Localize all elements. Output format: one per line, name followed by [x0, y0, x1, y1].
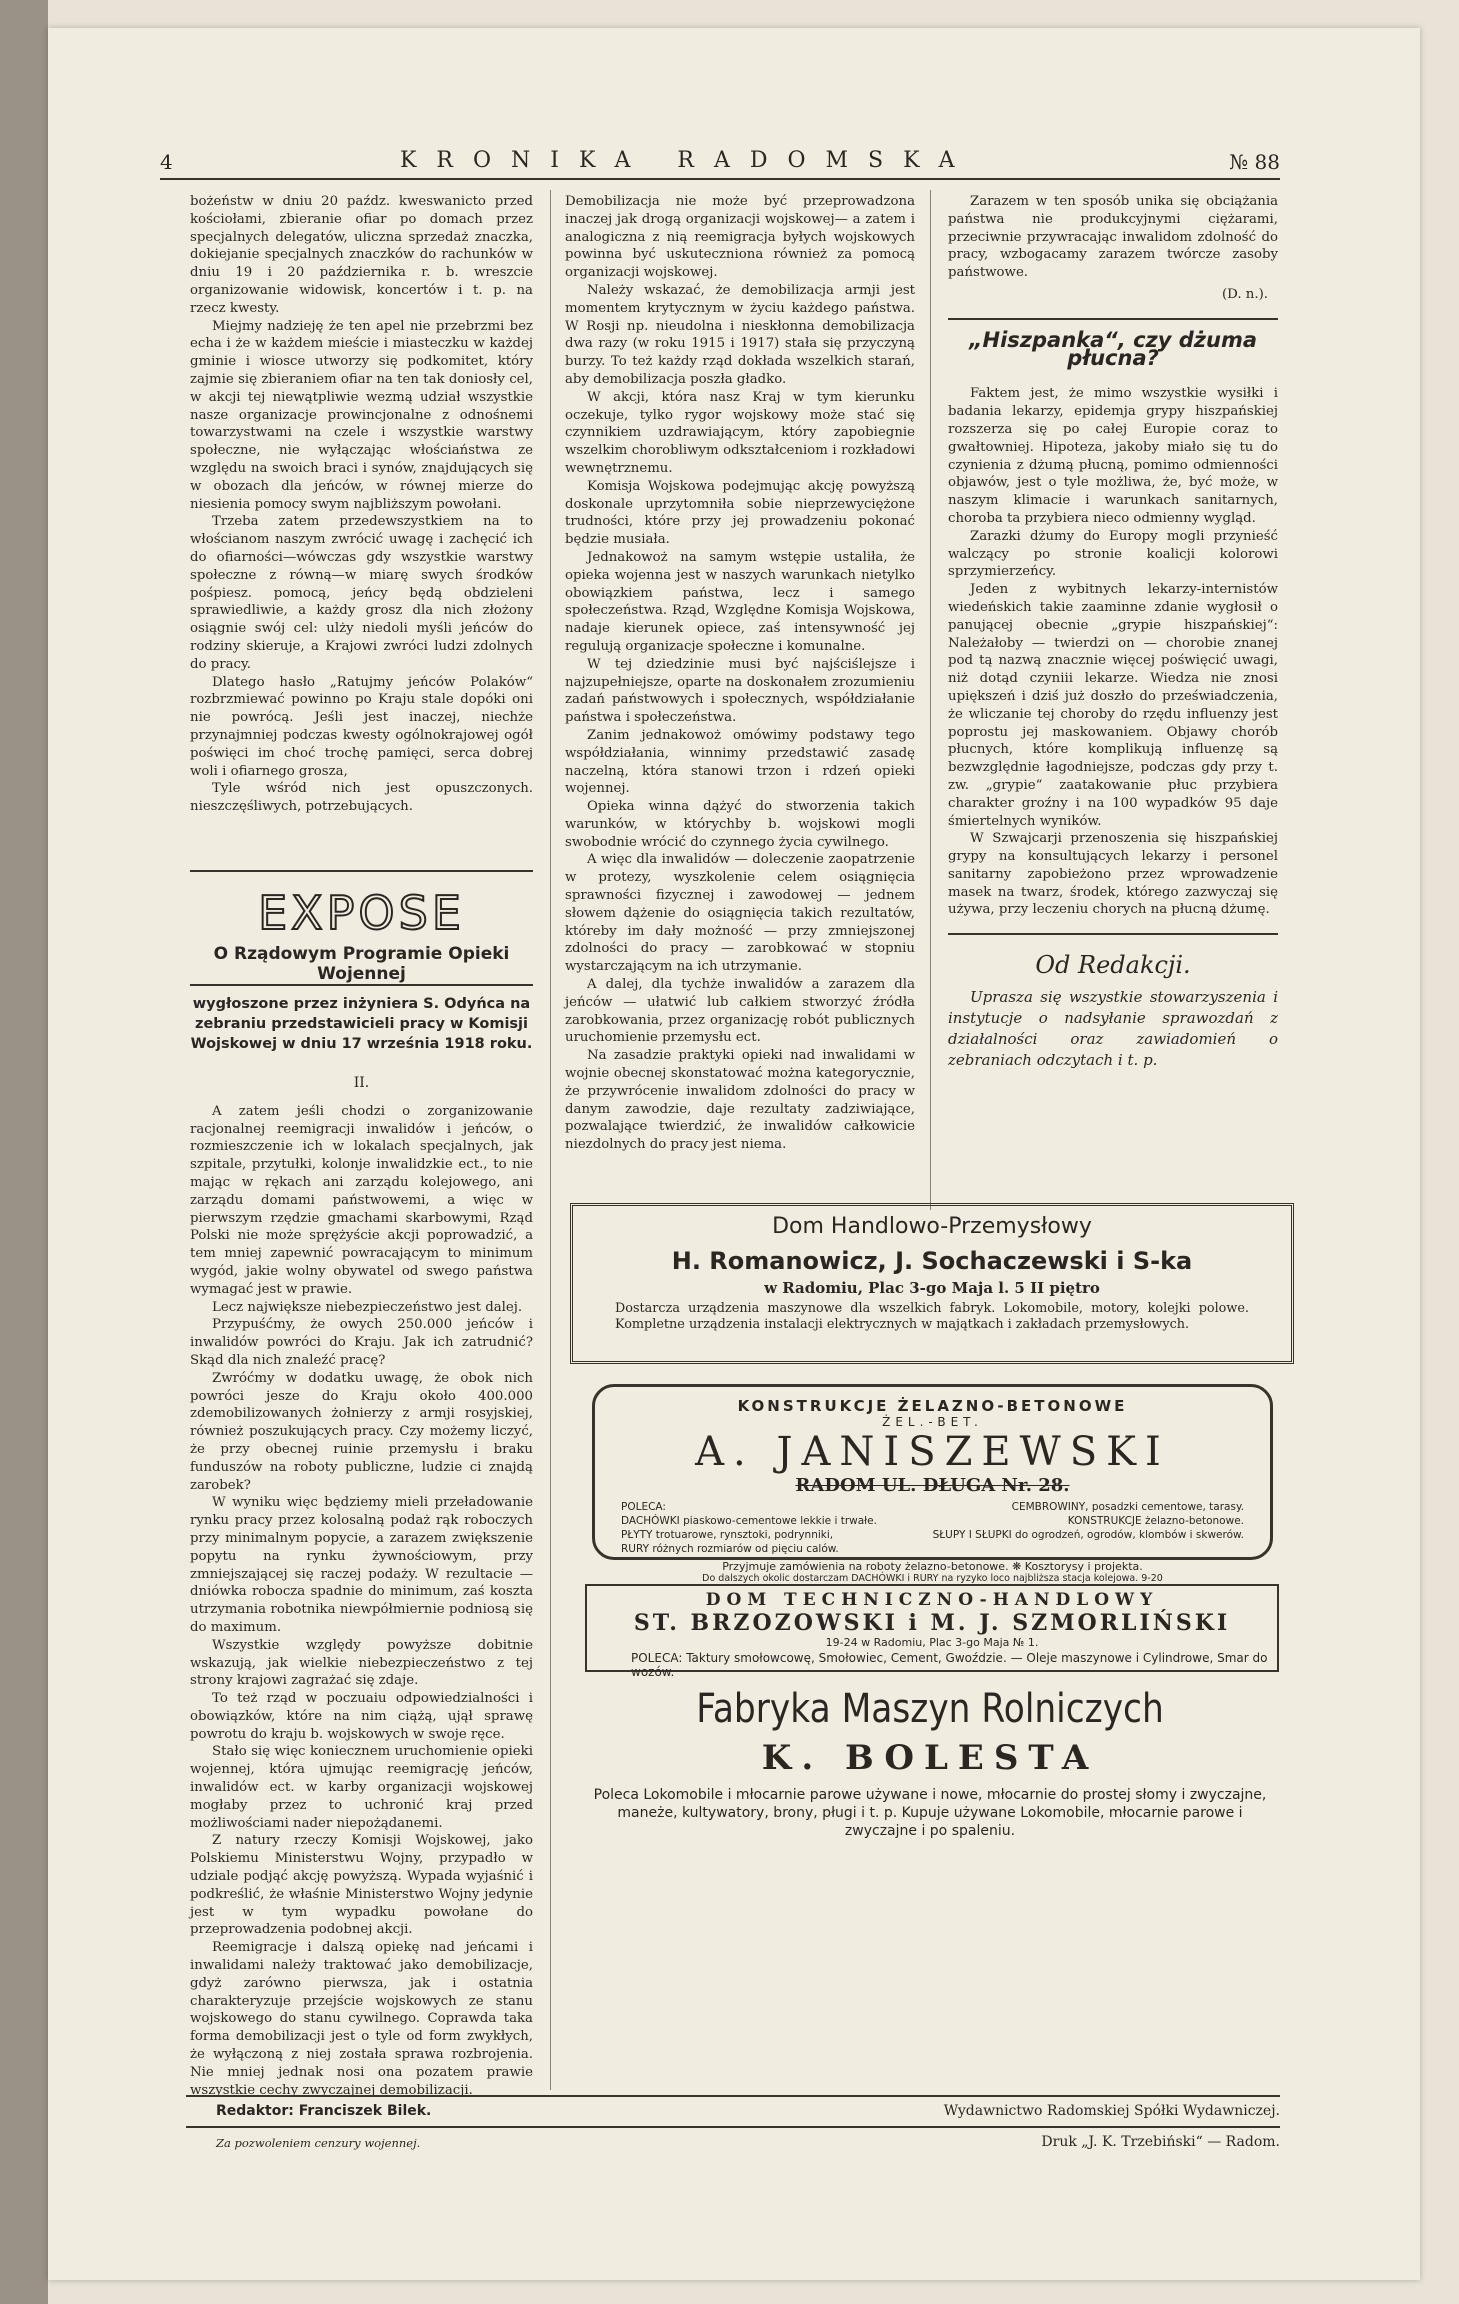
- ad-list-left: [621, 1500, 877, 1556]
- paragraph: A dalej, dla tychże inwalidów a zarazem dla jeńców — ułatwić lub całkiem stworzyć źródła zarobkowania, przez organizację robót publicznych uruchomienie przemysłu ect.: [565, 977, 915, 1046]
- divider: [948, 318, 1278, 320]
- ad-company: K. BOLESTA: [761, 1738, 1099, 1778]
- paragraph: Lecz największe niebezpieczeństwo jest dalej.: [212, 1299, 523, 1315]
- editorial-heading: Od Redakcji.: [1035, 951, 1191, 980]
- ad-product-list: [595, 1496, 1270, 1556]
- masthead-title: KRONIKA RADOMSKA: [400, 148, 975, 173]
- ad-address: w Radomiu, Plac 3-go Maja № 1.: [861, 1636, 1039, 1649]
- paragraph: Wszystkie względy powyższe dobitnie wskazują, jak wielkie niebezpieczeństwo z tej strony krajowi zagrażać się zdaje.: [190, 1637, 533, 1689]
- ad-heading: DOM TECHNICZNO-HANDLOWY: [705, 1590, 1159, 1610]
- paragraph: Na zasadzie praktyki opieki nad inwalidami w wojnie obecnej skonstatować można kategorycznie, że przywrócenie inwalidom zdolności do pracy w danym zawodzie, daje rezultaty zadziwiające, pozwalające twierdzić, że inwalidów całkowicie niezdolnych do pracy jest niema.: [565, 1048, 915, 1153]
- paragraph: Należy wskazać, że demobilizacja armji jest momentem krytycznym w życiu każdego państwa. W Rosji np. nieudolna i nieskłonna demobilizacja dwa razy (w roku 1915 i 1917) stała się przyczyną burzy. To też każdy rząd dokłada wszelkich starań, aby demobilizacja poszła gładko.: [565, 282, 915, 387]
- expose-heading: [190, 870, 533, 1072]
- paragraph: To też rząd w poczuaiu odpowiedzialności i obowiązków, które na nim ciążą, ujął sprawę powrotu do kraju b. wojskowych w swoje ręce.: [190, 1691, 533, 1742]
- advertisement-janiszewski: [592, 1384, 1273, 1584]
- scan-edge: [0, 0, 48, 2304]
- ad-company: ST. BRZOZOWSKI i M. J. SZMORLIŃSKI: [633, 1610, 1231, 1636]
- issue-number: № 88: [1229, 150, 1280, 174]
- paragraph: bożeństw w dniu 20 paźdz. kweswanicto przed kościołami, zbieranie ofiar po domach przez specjalnych delegatów, uliczna sprzedaż znaczka, dokiejanie specjalnych znaczków do rachunków w dniu 19 i 20 października r. b. wreszcie organizowanie widowisk, koncertów i t. p. na rzecz kwesty.: [190, 194, 533, 316]
- paragraph: Przypuśćmy, że owych 250.000 jeńców i inwalidów powróci do Kraju. Jak ich zatrudnić? Skąd dla nich znaleźć pracę?: [190, 1317, 533, 1368]
- paragraph: Stało się więc koniecznem uruchomienie opieki wojennej, która ujmując reemigrację jeńców, inwalidów ect. w karby organizacji wojskowej mogłaby przez to uchronić kraj przed możliwościami nader niepożądanemi.: [190, 1744, 533, 1831]
- printer: Druk „J. K. Trzebiński“ — Radom.: [1041, 2134, 1280, 2150]
- ad-heading: KONSTRUKCJE ŻELAZNO-BETONOWE: [737, 1397, 1128, 1415]
- ad-text: Poleca Lokomobile i młocarnie parowe używane i nowe, młocarnie do prostej słomy i zwyczajne, maneże, kultywatory, brony, pługi i t. p. Kupuje używane Lokomobile, młocarnie parowe i zwyczajne i po spaleniu.: [593, 1787, 1267, 1839]
- paragraph: Miejmy nadzieję że ten apel nie przebrzmi bez echa i że w każdem mieście i miasteczku w każdej gminie i wiosce utworzy się podkomitet, który zajmie się zbieraniem ofiar na ten tak doniosły cel, w akcji tej niewątpliwie wezmą udział wszystkie nasze organizacje prowincjonalne z odnośnemi towarzystwami na czele i wszystkie warstwy społeczne, nie wyłączając włościaństwa ze względu na swoich braci i synów, znajdujących się w obozach dla jeńców, w równej mierze do niesienia pomocy swym najbliższym powołani.: [190, 318, 533, 512]
- paragraph: Zwróćmy w dodatku uwagę, że obok nich powróci jesze do Kraju około 400.000 zdemobilizowanych żołnierzy z armji rosyjskiej, również poszukujących pracy. Czy możemy liczyć, że przy obecnej ruinie przemysłu i braku funduszów na roboty publiczne, ludzie ci znajdą zarobek?: [190, 1370, 533, 1493]
- footer-print-line: [186, 2126, 1280, 2150]
- ad-delivery-text: Do dalszych okolic dostarczam DACHÓWKI i RURY na ryzyko loco najbliższa stacja kolejowa.: [702, 1573, 1139, 1584]
- paragraph: A zatem jeśli chodzi o zorganizowanie racjonalnej reemigracji inwalidów i jeńców, o rozmieszczenie ich w lokalach specjalnych, jak szpitale, przytułki, kolonje inwalidzkie ect., to nie mając w rękach ani zarządu kolejowego, ani zarządu domami państwowemi, a więc w pierwszym rzędzie gmachami skarbowymi, Rząd Polski nie może sprężyście akcji poprowadzić, a tem mniej zapewnić powracającym to minimum wygód, jakie wolny obywatel od swego państwa wymagać jest w prawie.: [190, 1103, 533, 1297]
- ad-subheading: ŻEL.-BET.: [882, 1415, 983, 1429]
- ad-address-line: [587, 1636, 1277, 1649]
- column-2: [565, 193, 915, 1154]
- page-number: 4: [160, 150, 173, 174]
- ad-item: PŁYTY trotuarowe, rynsztoki, podrynniki,: [621, 1529, 834, 1541]
- paragraph: Tyle wśród nich jest opuszczonych. nieszczęśliwych, potrzebujących.: [190, 781, 533, 815]
- paragraph: Dlatego hasło „Ratujmy jeńców Polaków“ rozbrzmiewać powinno po Kraju stale dopóki oni nie powrócą. Jeśli jest inaczej, niechże przynajmniej podczas kwesty ogólnokrajowej ogół poświęci im choć trochę pamięci, serca dobrej woli i ofiarnego grosza,: [190, 674, 533, 779]
- paragraph: Zarazem w ten sposób unika się obciążania państwa nie produkcyjnymi ciężarami, przeciwnie przywracając inwalidom zdolność do pracy, wzbogacamy zarazem twórcze zasoby państwowe.: [948, 194, 1278, 281]
- column-1-bottom: [190, 1069, 533, 2099]
- paragraph: Reemigracje i dalszą opiekę nad jeńcami i inwalidami należy traktować jako demobilizacje, gdyż zarówno pierwsza, jak i ostatnia charakteryzuje przejście wojskowych ze stanu wojskowego do stanu cywilnego. Coprawda taka forma demobilizacji jest o tyle od form zwykłych, że wyłączoną z niej została sprawa rozbrojenia. Nie mniej jednak nosi ona pozatem prawie wszystkie cechy zwyczajnej demobilizacji.: [190, 1940, 533, 2098]
- signature: (D. n.).: [1221, 286, 1268, 302]
- paragraph: W Szwajcarji przenoszenia się hiszpańskiej grypy na konsultujących lekarzy i personel sanitarny zapobieżono przez wprowadzenie masek na twarz, środek, którego zazwyczaj się używa, przy leczeniu chorych na płucną dżumę.: [948, 831, 1278, 918]
- ad-heading: Dom Handlowo-Przemysłowy: [772, 1214, 1092, 1239]
- ad-ref-number: 19-24: [825, 1636, 858, 1649]
- paragraph: Faktem jest, że mimo wszystkie wysiłki i badania lekarzy, epidemja grypy hiszpańskiej rozszerza się po całej Europie coraz to gwałtowniej. Hipoteza, jakoby miało się tu do czynienia z dżumą płucną, pomimo odmienności objawów, jest o tyle możliwa, że, być może, w naszym klimacie i warunkach sanitarnych, choroba ta przybiera nieco odmienny wygląd.: [948, 386, 1278, 526]
- ad-item: KONSTRUKCJE żelazno-betonowe.: [1067, 1515, 1244, 1527]
- paragraph: Trzeba zatem przedewszystkiem na to włościanom naszym zwrócić uwagę i zachęcić ich do ofiarności—wówczas gdy wszystkie warstwy społeczne z równą—w miarę swych środków pośpiesz. pomocą, jeńcy będą obdzieleni sprawiedliwie, a każdy grosz dla nich złożony osiągnie swój cel: ulży niedoli myśli jeńców do rodziny skieruje, a Krajowi zwróci ludzi zdolnych do pracy.: [190, 514, 533, 672]
- divider: [948, 933, 1278, 935]
- advertisement-brzozowski: [585, 1584, 1279, 1679]
- ad-products: [587, 1651, 1277, 1679]
- column-divider: [930, 190, 931, 1210]
- paragraph: Jeden z wybitnych lekarzy-internistów wiedeńskich takie zaaminne zdanie wygłosił o panującej obecnie „grypie hiszpańskiej“: Należałoby — twierdzi on — chorobie znanej pod tą nazwą znacznie więcej poświęcić uwagi, niż dotąd czyniii lekarze. Wiedza nie znosi upiększeń i dziś już doszło do przeświadczenia, że wliczanie tej choroby do rzędu influenzy jest poprostu jej maskowaniem. Objawy chorób płucnych, które komplikują influenzę są bezwzględnie łagodniejsze, podczas gdy przy t. zw. „grypie“ zaatakowanie płuc przybiera charakter groźny i na 100 wypadków 95 daje śmiertelnych wyników.: [948, 582, 1278, 829]
- column-divider: [550, 190, 551, 1210]
- column-divider: [550, 1210, 551, 2090]
- ad-address: w Radomiu, Plac 3-go Maja l. 5 II piętro: [764, 1279, 1100, 1297]
- article-title: „Hiszpanka“, czy dżuma płucna?: [968, 327, 1258, 370]
- ad-delivery-line: [595, 1573, 1270, 1584]
- ad-ref-number: 9-20: [1141, 1573, 1163, 1584]
- paragraph: Zarazki dżumy do Europy mogli przynieść walczący po stronie koalicji kolorowi sprzymierzeńcy.: [948, 528, 1278, 580]
- ad-items: Taktury smołowcowę, Smołowiec, Cement, Gwoździe. — Oleje maszynowe i Cylindrowe, Smar do wozów.: [631, 1651, 1268, 1679]
- ad-item: SŁUPY I SŁUPKI do ogrodzeń, ogrodów, klombów i skwerów.: [932, 1529, 1244, 1541]
- ad-list-right: [933, 1500, 1244, 1556]
- advertisement-romanowicz: [570, 1203, 1294, 1364]
- ad-address: RADOM UL. DŁUGA Nr. 28.: [795, 1475, 1070, 1496]
- ad-item: CEMBROWINY, posadzki cementowe, tarasy.: [1011, 1501, 1244, 1513]
- expose-subtitle: O Rządowym Programie Opieki Wojennej: [190, 944, 533, 986]
- censor-note: Za pozwoleniem cenzury wojennej.: [216, 2136, 421, 2150]
- ad-order-line: Przyjmuje zamówienia na roboty żelazno-betonowe. ❋ Kosztorysy i projekta.: [722, 1560, 1143, 1573]
- paragraph: Demobilizacja nie może być przeprowadzona inaczej jak drogą organizacji wojskowej— a zatem i analogiczna z nią reemigracja byłych wojskowych powinna być uskuteczniona również za pomocą organizacji wojskowej.: [565, 194, 915, 281]
- part-number: II.: [353, 1075, 370, 1091]
- column-1-top: [190, 193, 533, 816]
- column-3: [948, 193, 1278, 1071]
- paragraph: W akcji, która nasz Kraj w tym kierunku oczekuje, tylko rygor wojskowy może stać się czynnikiem uzdrawiającym, który zapobiegnie wszelkim chorobliwym odkształceniom i rozkładowi wewnętrznemu.: [565, 389, 915, 476]
- paragraph: Jednakowoż na samym wstępie ustaliła, że opieka wojenna jest w naszych warunkach nietylko obowiązkiem państwa, lecz i samego społeczeństwa. Rząd, Względne Komisja Wojskowa, nadaje kierunek opiece, zaś intensywność jej regulują organizacje społeczne i komunalne.: [565, 549, 915, 654]
- ad-poleca: POLECA:: [621, 1501, 666, 1513]
- paragraph: Z natury rzeczy Komisji Wojskowej, jako Polskiemu Ministerstwu Wojny, przypadło w udziale podjąć akcję powyższą. Wypada wyjaśnić i podkreślić, że właśnie Ministerstwo Wojny jedynie jest w tym wypadku powołane do przeprowadzenia podobnej akcji.: [190, 1833, 533, 1938]
- paragraph: W tej dziedzinie musi być najściślejsze i najzupełniejsze, oparte na doskonałem zrozumieniu zadań państwowych i społecznych, współdziałanie państwa i społeczeństwa.: [565, 656, 915, 726]
- ad-heading: Fabryka Maszyn Rolniczych: [696, 1686, 1164, 1732]
- ad-item: RURY różnych rozmiarów od pięciu calów.: [621, 1543, 839, 1555]
- ad-company: A. JANISZEWSKI: [695, 1429, 1170, 1475]
- ad-company: H. Romanowicz, J. Sochaczewski i S-ka: [671, 1247, 1193, 1275]
- publisher: Wydawnictwo Radomskiej Spółki Wydawniczej.: [943, 2103, 1280, 2119]
- ad-text: Dostarcza urządzenia maszynowe dla wszelkich fabryk. Lokomobile, motory, kolejki polowe. Kompletne urządzenia instalacji elektrycznych w majątkach i zakładach przemysłowych.: [615, 1301, 1249, 1332]
- advertisement-bolesta: [580, 1682, 1280, 1839]
- ad-item: DACHÓWKI piaskowo-cementowe lekkie i trwałe.: [621, 1515, 877, 1527]
- expose-title: EXPOSE: [258, 886, 465, 940]
- ad-poleca: POLECA:: [631, 1651, 683, 1665]
- paragraph: Opieka winna dążyć do stworzenia takich warunków, w którychby b. wojskowi mogli swobodnie wrócić do czynnego życia cywilnego.: [565, 799, 915, 850]
- expose-description: wygłoszone przez inżyniera S. Odyńca na zebraniu przedstawicieli pracy w Komisji Wojskowej w dniu 17 września 1918 roku.: [190, 996, 533, 1052]
- editorial-appeal: Uprasza się wszystkie stowarzyszenia i instytucje o nadsyłanie sprawozdań z działalności oraz zawiadomień o zebraniach odczytach i t. p.: [948, 988, 1278, 1070]
- footer-editor-line: [186, 2095, 1280, 2119]
- paragraph: A więc dla inwalidów — doleczenie zaopatrzenie w protezy, wyszkolenie celem osiągnięcia sprawności fizycznej i zawodowej — jednem słowem dążenie do osiągnięcia takich rezultatów, któreby im dały możność — przy zmniejszonej zdolności do pracy — zarobkować w stopniu wystarczającym na ich utrzymanie.: [565, 852, 915, 975]
- editor: Redaktor: Franciszek Bilek.: [216, 2103, 432, 2119]
- page-header: [160, 148, 1280, 180]
- paragraph: Komisja Wojskowa podejmując akcję powyższą doskonale uprzytomniła sobie nieprzewyciężone trudności, które przy jej prowadzeniu pokonać będzie musiała.: [565, 478, 915, 548]
- paragraph: Zanim jednakowoż omówimy podstawy tego współdziałania, winnimy przedstawić zasadę naczelną, która stanowi trzon i rdzeń opieki wojennej.: [565, 727, 915, 797]
- paragraph: W wyniku więc będziemy mieli przeładowanie rynku pracy przez kolosalną podaż rąk roboczych przy minimalnym popycie, a zarazem zwiększenie popytu na rynku żywnościowym, przy zmniejszającej się raczej podaży. W rezultacie — dniówka robocza spadnie do minimum, zaś koszta utrzymania robotnika niewpółmiernie podniosą się do maximum.: [190, 1495, 533, 1635]
